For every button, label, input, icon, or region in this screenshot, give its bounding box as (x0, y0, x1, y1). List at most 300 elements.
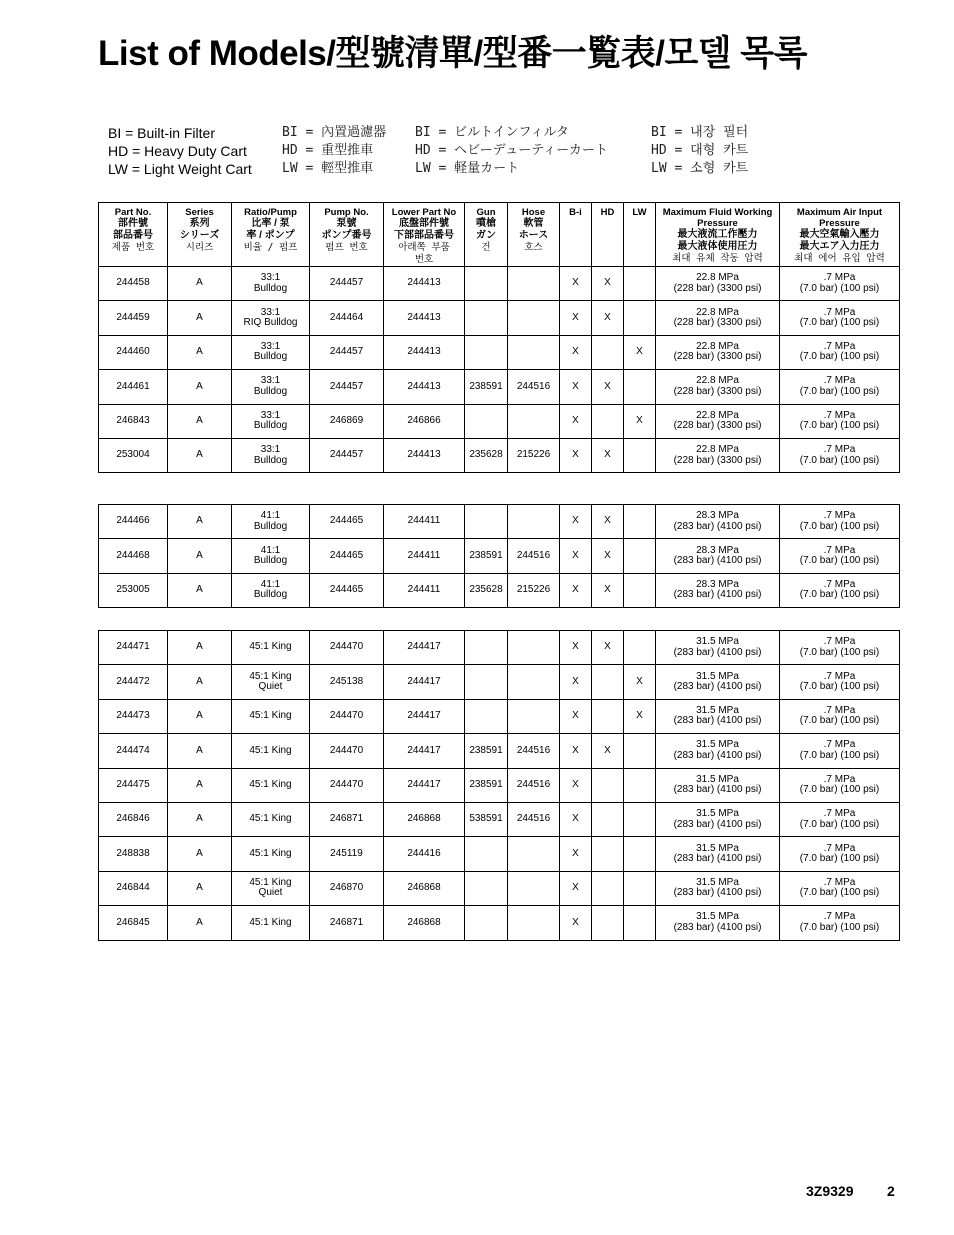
cell-hose (508, 335, 560, 369)
cell-series: A (168, 573, 232, 607)
cell-max-air-pressure: .7 MPa (7.0 bar) (100 psi) (780, 802, 900, 836)
cell-gun (465, 267, 508, 301)
cell-lw (624, 438, 656, 472)
cell-bi: X (560, 768, 592, 802)
cell-hose (508, 505, 560, 539)
cell-pump-no: 244457 (310, 335, 384, 369)
table-body (99, 267, 900, 473)
cell-series: A (168, 267, 232, 301)
column-header-label-ko: 비율 / 펌프 (243, 242, 298, 253)
cell-lw (624, 539, 656, 573)
cell-lower-part-no: 244411 (384, 505, 465, 539)
cell-hd (592, 837, 624, 871)
cell-max-air-pressure: .7 MPa (7.0 bar) (100 psi) (780, 699, 900, 733)
models-table-41-1 (98, 504, 900, 608)
cell-bi: X (560, 802, 592, 836)
cell-gun (465, 699, 508, 733)
cell-gun (465, 631, 508, 665)
cell-pump-no: 246870 (310, 871, 384, 905)
cell-max-air-pressure: .7 MPa (7.0 bar) (100 psi) (780, 438, 900, 472)
cell-gun: 238591 (465, 370, 508, 404)
cell-hose (508, 631, 560, 665)
models-table-33-1 (98, 202, 900, 473)
legend-item: LW = Light Weight Cart (108, 161, 252, 177)
cell-series: A (168, 505, 232, 539)
table-row (99, 802, 900, 836)
column-header-label-en: Ratio/Pump (244, 207, 297, 218)
table-row (99, 505, 900, 539)
column-header-label-en: Part No. (114, 207, 152, 218)
column-header-label-ja: 下部部品番号 (394, 230, 454, 241)
cell-bi: X (560, 438, 592, 472)
column-header-label-ko: 시리즈 (185, 242, 214, 253)
cell-lw (624, 734, 656, 768)
cell-pump-no: 246869 (310, 404, 384, 438)
cell-lw: X (624, 699, 656, 733)
cell-hd (592, 404, 624, 438)
cell-lw (624, 837, 656, 871)
column-header-label-zh: 底盤部件號 (399, 218, 449, 229)
cell-pump-no: 244465 (310, 573, 384, 607)
legend-korean (651, 124, 748, 178)
cell-pump-no: 246871 (310, 802, 384, 836)
cell-pump-no: 244464 (310, 301, 384, 335)
cell-hose: 215226 (508, 573, 560, 607)
cell-gun (465, 505, 508, 539)
cell-hose: 244516 (508, 539, 560, 573)
column-header-ratio-pump (232, 203, 310, 267)
cell-ratio-pump: 45:1 King (232, 699, 310, 733)
cell-part-no: 246843 (99, 404, 168, 438)
cell-bi: X (560, 573, 592, 607)
cell-series: A (168, 837, 232, 871)
column-header-max-air-pressure (780, 203, 900, 267)
cell-max-fluid-pressure: 22.8 MPa (228 bar) (3300 psi) (656, 267, 780, 301)
cell-lw (624, 267, 656, 301)
column-header-label-ja: 最大エア入力圧力 (799, 241, 880, 252)
cell-hd: X (592, 370, 624, 404)
cell-max-fluid-pressure: 28.3 MPa (283 bar) (4100 psi) (656, 573, 780, 607)
column-header-label-ja: ポンプ番号 (321, 230, 372, 241)
legend-item: BI = 내장 필터 (651, 125, 749, 140)
cell-hose (508, 837, 560, 871)
cell-ratio-pump: 33:1 Bulldog (232, 335, 310, 369)
cell-gun (465, 906, 508, 940)
cell-lower-part-no: 244417 (384, 768, 465, 802)
cell-gun (465, 837, 508, 871)
cell-max-air-pressure: .7 MPa (7.0 bar) (100 psi) (780, 539, 900, 573)
cell-gun (465, 665, 508, 699)
models-table-45-1 (98, 630, 900, 941)
table-row (99, 871, 900, 905)
column-header-label-en: Lower Part No (391, 207, 457, 218)
column-header-label-zh: 噴槍 (476, 218, 496, 229)
cell-hd: X (592, 301, 624, 335)
cell-bi: X (560, 505, 592, 539)
cell-hd (592, 871, 624, 905)
cell-max-fluid-pressure: 22.8 MPa (228 bar) (3300 psi) (656, 438, 780, 472)
cell-max-air-pressure: .7 MPa (7.0 bar) (100 psi) (780, 573, 900, 607)
cell-hd (592, 906, 624, 940)
cell-lower-part-no: 246866 (384, 404, 465, 438)
column-header-label-zh: 部件號 (118, 218, 148, 229)
legend-item: LW = 輕型推車 (282, 161, 374, 176)
cell-ratio-pump: 33:1 Bulldog (232, 438, 310, 472)
cell-hose (508, 267, 560, 301)
cell-lw: X (624, 404, 656, 438)
cell-ratio-pump: 33:1 Bulldog (232, 267, 310, 301)
cell-series: A (168, 539, 232, 573)
cell-max-fluid-pressure: 22.8 MPa (228 bar) (3300 psi) (656, 404, 780, 438)
table-row (99, 837, 900, 871)
legend-item: BI = ビルトインフィルタ (415, 125, 569, 140)
legend-item: HD = 重型推車 (282, 143, 374, 158)
cell-hose (508, 699, 560, 733)
cell-ratio-pump: 41:1 Bulldog (232, 505, 310, 539)
cell-pump-no: 244457 (310, 267, 384, 301)
cell-bi: X (560, 734, 592, 768)
cell-part-no: 248838 (99, 837, 168, 871)
cell-ratio-pump: 41:1 Bulldog (232, 539, 310, 573)
cell-gun (465, 301, 508, 335)
cell-bi: X (560, 301, 592, 335)
cell-lw (624, 906, 656, 940)
cell-lower-part-no: 244417 (384, 734, 465, 768)
cell-max-fluid-pressure: 31.5 MPa (283 bar) (4100 psi) (656, 768, 780, 802)
legend-item: HD = 대형 카트 (651, 143, 749, 158)
cell-lower-part-no: 244417 (384, 699, 465, 733)
cell-series: A (168, 665, 232, 699)
cell-hd (592, 699, 624, 733)
legend-item: BI = 內置過濾器 (282, 125, 387, 140)
cell-gun (465, 335, 508, 369)
cell-max-fluid-pressure: 31.5 MPa (283 bar) (4100 psi) (656, 631, 780, 665)
table-row (99, 335, 900, 369)
cell-hd (592, 802, 624, 836)
cell-hd: X (592, 505, 624, 539)
cell-max-air-pressure: .7 MPa (7.0 bar) (100 psi) (780, 631, 900, 665)
cell-max-fluid-pressure: 31.5 MPa (283 bar) (4100 psi) (656, 734, 780, 768)
cell-hose: 244516 (508, 768, 560, 802)
cell-hd: X (592, 438, 624, 472)
cell-max-air-pressure: .7 MPa (7.0 bar) (100 psi) (780, 768, 900, 802)
cell-lw (624, 301, 656, 335)
cell-pump-no: 244470 (310, 699, 384, 733)
table-row (99, 699, 900, 733)
cell-part-no: 244460 (99, 335, 168, 369)
table-row (99, 267, 900, 301)
cell-gun: 235628 (465, 573, 508, 607)
cell-lower-part-no: 244411 (384, 573, 465, 607)
cell-max-fluid-pressure: 31.5 MPa (283 bar) (4100 psi) (656, 906, 780, 940)
column-header-label-en: Pump No. (324, 207, 369, 218)
column-header-label-ja: シリーズ (179, 230, 220, 241)
cell-part-no: 244474 (99, 734, 168, 768)
cell-max-fluid-pressure: 28.3 MPa (283 bar) (4100 psi) (656, 505, 780, 539)
cell-hd: X (592, 267, 624, 301)
cell-part-no: 244466 (99, 505, 168, 539)
cell-part-no: 244468 (99, 539, 168, 573)
column-header-max-fluid-pressure (656, 203, 780, 267)
table-row (99, 906, 900, 940)
column-header-label-ja: ガン (476, 230, 496, 241)
legend-item: BI = Built-in Filter (108, 125, 215, 141)
cell-lower-part-no: 244417 (384, 665, 465, 699)
cell-lw: X (624, 665, 656, 699)
column-header-label-zh: 軟管 (523, 218, 544, 229)
cell-max-air-pressure: .7 MPa (7.0 bar) (100 psi) (780, 267, 900, 301)
cell-part-no: 246845 (99, 906, 168, 940)
cell-hose: 244516 (508, 802, 560, 836)
column-header-label-en: Gun (476, 207, 496, 218)
column-header-lw (624, 203, 656, 267)
cell-pump-no: 244457 (310, 370, 384, 404)
cell-series: A (168, 301, 232, 335)
cell-hd: X (592, 631, 624, 665)
cell-lower-part-no: 246868 (384, 802, 465, 836)
cell-pump-no: 244470 (310, 631, 384, 665)
cell-part-no: 244475 (99, 768, 168, 802)
table-row (99, 665, 900, 699)
cell-hd (592, 665, 624, 699)
cell-lw (624, 768, 656, 802)
column-header-label-zh: 泵號 (336, 218, 357, 229)
cell-lw: X (624, 335, 656, 369)
cell-max-air-pressure: .7 MPa (7.0 bar) (100 psi) (780, 734, 900, 768)
column-header-label-ko: 제품 번호 (111, 242, 155, 253)
cell-max-air-pressure: .7 MPa (7.0 bar) (100 psi) (780, 906, 900, 940)
cell-ratio-pump: 33:1 Bulldog (232, 404, 310, 438)
legend-item: LW = 軽量カート (415, 161, 520, 176)
cell-pump-no: 245138 (310, 665, 384, 699)
cell-ratio-pump: 45:1 King Quiet (232, 665, 310, 699)
cell-bi: X (560, 871, 592, 905)
column-header-label-en: LW (632, 207, 647, 218)
cell-part-no: 253004 (99, 438, 168, 472)
cell-gun (465, 404, 508, 438)
cell-max-air-pressure: .7 MPa (7.0 bar) (100 psi) (780, 301, 900, 335)
column-header-label-ko: 호스 (524, 242, 543, 253)
cell-bi: X (560, 837, 592, 871)
cell-max-air-pressure: .7 MPa (7.0 bar) (100 psi) (780, 370, 900, 404)
cell-lower-part-no: 244413 (384, 267, 465, 301)
column-header-label-zh: 系列 (189, 218, 210, 229)
cell-hd (592, 335, 624, 369)
cell-pump-no: 244470 (310, 734, 384, 768)
cell-bi: X (560, 335, 592, 369)
cell-hd (592, 768, 624, 802)
cell-lower-part-no: 246868 (384, 906, 465, 940)
cell-part-no: 246846 (99, 802, 168, 836)
column-header-label-ko: 건 (481, 242, 491, 253)
column-header-hose (508, 203, 560, 267)
cell-ratio-pump: 41:1 Bulldog (232, 573, 310, 607)
cell-ratio-pump: 45:1 King (232, 631, 310, 665)
cell-max-air-pressure: .7 MPa (7.0 bar) (100 psi) (780, 404, 900, 438)
legend-japanese (415, 124, 608, 178)
cell-max-fluid-pressure: 22.8 MPa (228 bar) (3300 psi) (656, 370, 780, 404)
cell-lw (624, 631, 656, 665)
cell-lw (624, 370, 656, 404)
cell-hose (508, 404, 560, 438)
cell-lower-part-no: 244411 (384, 539, 465, 573)
cell-max-air-pressure: .7 MPa (7.0 bar) (100 psi) (780, 871, 900, 905)
cell-max-air-pressure: .7 MPa (7.0 bar) (100 psi) (780, 665, 900, 699)
cell-max-fluid-pressure: 22.8 MPa (228 bar) (3300 psi) (656, 301, 780, 335)
cell-ratio-pump: 33:1 RIQ Bulldog (232, 301, 310, 335)
cell-part-no: 244459 (99, 301, 168, 335)
cell-max-fluid-pressure: 22.8 MPa (228 bar) (3300 psi) (656, 335, 780, 369)
cell-bi: X (560, 699, 592, 733)
table-row (99, 370, 900, 404)
cell-max-fluid-pressure: 28.3 MPa (283 bar) (4100 psi) (656, 539, 780, 573)
column-header-lower-part-no (384, 203, 465, 267)
column-header-label-en: Series (185, 207, 214, 218)
column-header-label-zh: 最大空氣輸入壓力 (799, 229, 880, 240)
cell-series: A (168, 768, 232, 802)
cell-series: A (168, 734, 232, 768)
cell-pump-no: 244457 (310, 438, 384, 472)
cell-pump-no: 244465 (310, 539, 384, 573)
column-header-hd (592, 203, 624, 267)
cell-hose (508, 301, 560, 335)
table-row (99, 301, 900, 335)
cell-lower-part-no: 244413 (384, 335, 465, 369)
column-header-label-en: Maximum Air Input Pressure (796, 207, 883, 229)
cell-ratio-pump: 45:1 King (232, 837, 310, 871)
cell-series: A (168, 906, 232, 940)
table-row (99, 438, 900, 472)
document-number: 3Z9329 (806, 1183, 854, 1199)
table-body (99, 505, 900, 608)
cell-max-fluid-pressure: 31.5 MPa (283 bar) (4100 psi) (656, 665, 780, 699)
legend-english (108, 124, 252, 178)
cell-max-air-pressure: .7 MPa (7.0 bar) (100 psi) (780, 837, 900, 871)
cell-lower-part-no: 244413 (384, 370, 465, 404)
table-row (99, 768, 900, 802)
cell-pump-no: 245119 (310, 837, 384, 871)
cell-gun (465, 871, 508, 905)
cell-lower-part-no: 244416 (384, 837, 465, 871)
table-header-row (99, 203, 900, 267)
column-header-label-ko: 최대 에어 유입 압력 (794, 253, 885, 264)
legend-chinese (282, 124, 386, 178)
cell-gun: 238591 (465, 539, 508, 573)
column-header-label-ja: 部品番号 (113, 230, 153, 241)
column-header-label-ja: 率 / ポンプ (246, 230, 295, 241)
cell-series: A (168, 404, 232, 438)
cell-series: A (168, 335, 232, 369)
column-header-label-en: Hose (521, 207, 546, 218)
table-row (99, 404, 900, 438)
cell-gun: 235628 (465, 438, 508, 472)
cell-max-fluid-pressure: 31.5 MPa (283 bar) (4100 psi) (656, 699, 780, 733)
cell-hose (508, 871, 560, 905)
cell-bi: X (560, 404, 592, 438)
cell-part-no: 246844 (99, 871, 168, 905)
cell-gun: 238591 (465, 734, 508, 768)
legend-item: HD = Heavy Duty Cart (108, 143, 247, 159)
column-header-series (168, 203, 232, 267)
cell-gun: 238591 (465, 768, 508, 802)
column-header-label-en: B-i (569, 207, 582, 218)
cell-pump-no: 244465 (310, 505, 384, 539)
column-header-label-ja: ホース (518, 230, 549, 241)
cell-series: A (168, 631, 232, 665)
cell-max-air-pressure: .7 MPa (7.0 bar) (100 psi) (780, 505, 900, 539)
cell-bi: X (560, 906, 592, 940)
cell-ratio-pump: 45:1 King (232, 802, 310, 836)
column-header-label-ko: 펌프 번호 (325, 242, 368, 253)
cell-hose (508, 906, 560, 940)
legend-item: LW = 소형 카트 (651, 161, 749, 176)
cell-ratio-pump: 45:1 King (232, 906, 310, 940)
cell-pump-no: 244470 (310, 768, 384, 802)
cell-series: A (168, 802, 232, 836)
cell-series: A (168, 871, 232, 905)
cell-lower-part-no: 244417 (384, 631, 465, 665)
cell-part-no: 253005 (99, 573, 168, 607)
table-row (99, 573, 900, 607)
column-header-label-zh: 比率 / 泵 (251, 218, 290, 229)
cell-hd: X (592, 539, 624, 573)
cell-lw (624, 802, 656, 836)
table-row (99, 734, 900, 768)
cell-ratio-pump: 33:1 Bulldog (232, 370, 310, 404)
cell-hose: 215226 (508, 438, 560, 472)
cell-series: A (168, 370, 232, 404)
column-header-part-no (99, 203, 168, 267)
cell-gun: 538591 (465, 802, 508, 836)
cell-part-no: 244473 (99, 699, 168, 733)
cell-ratio-pump: 45:1 King Quiet (232, 871, 310, 905)
cell-pump-no: 246871 (310, 906, 384, 940)
page-number: 2 (887, 1183, 895, 1199)
column-header-bi (560, 203, 592, 267)
cell-ratio-pump: 45:1 King (232, 768, 310, 802)
page-title: List of Models/型號清單/型番一覧表/모델 목록 (98, 34, 807, 73)
cell-max-fluid-pressure: 31.5 MPa (283 bar) (4100 psi) (656, 837, 780, 871)
cell-lw (624, 871, 656, 905)
cell-lower-part-no: 244413 (384, 301, 465, 335)
column-header-label-ja: 最大液体使用圧力 (677, 241, 758, 252)
cell-lw (624, 573, 656, 607)
cell-max-fluid-pressure: 31.5 MPa (283 bar) (4100 psi) (656, 871, 780, 905)
cell-bi: X (560, 370, 592, 404)
cell-part-no: 244461 (99, 370, 168, 404)
column-header-label-ko: 아래쪽 부품 번호 (398, 242, 450, 265)
cell-hose: 244516 (508, 370, 560, 404)
column-header-label-zh: 最大液流工作壓力 (677, 229, 758, 240)
table-body (99, 631, 900, 941)
cell-hose (508, 665, 560, 699)
cell-lw (624, 505, 656, 539)
cell-part-no: 244458 (99, 267, 168, 301)
table-row (99, 631, 900, 665)
column-header-label-ko: 최대 유체 작동 압력 (672, 253, 763, 264)
cell-hd: X (592, 734, 624, 768)
cell-hose: 244516 (508, 734, 560, 768)
cell-bi: X (560, 539, 592, 573)
cell-lower-part-no: 244413 (384, 438, 465, 472)
cell-lower-part-no: 246868 (384, 871, 465, 905)
column-header-label-en: HD (600, 207, 615, 218)
cell-series: A (168, 438, 232, 472)
table-row (99, 539, 900, 573)
cell-part-no: 244471 (99, 631, 168, 665)
cell-max-air-pressure: .7 MPa (7.0 bar) (100 psi) (780, 335, 900, 369)
column-header-gun (465, 203, 508, 267)
